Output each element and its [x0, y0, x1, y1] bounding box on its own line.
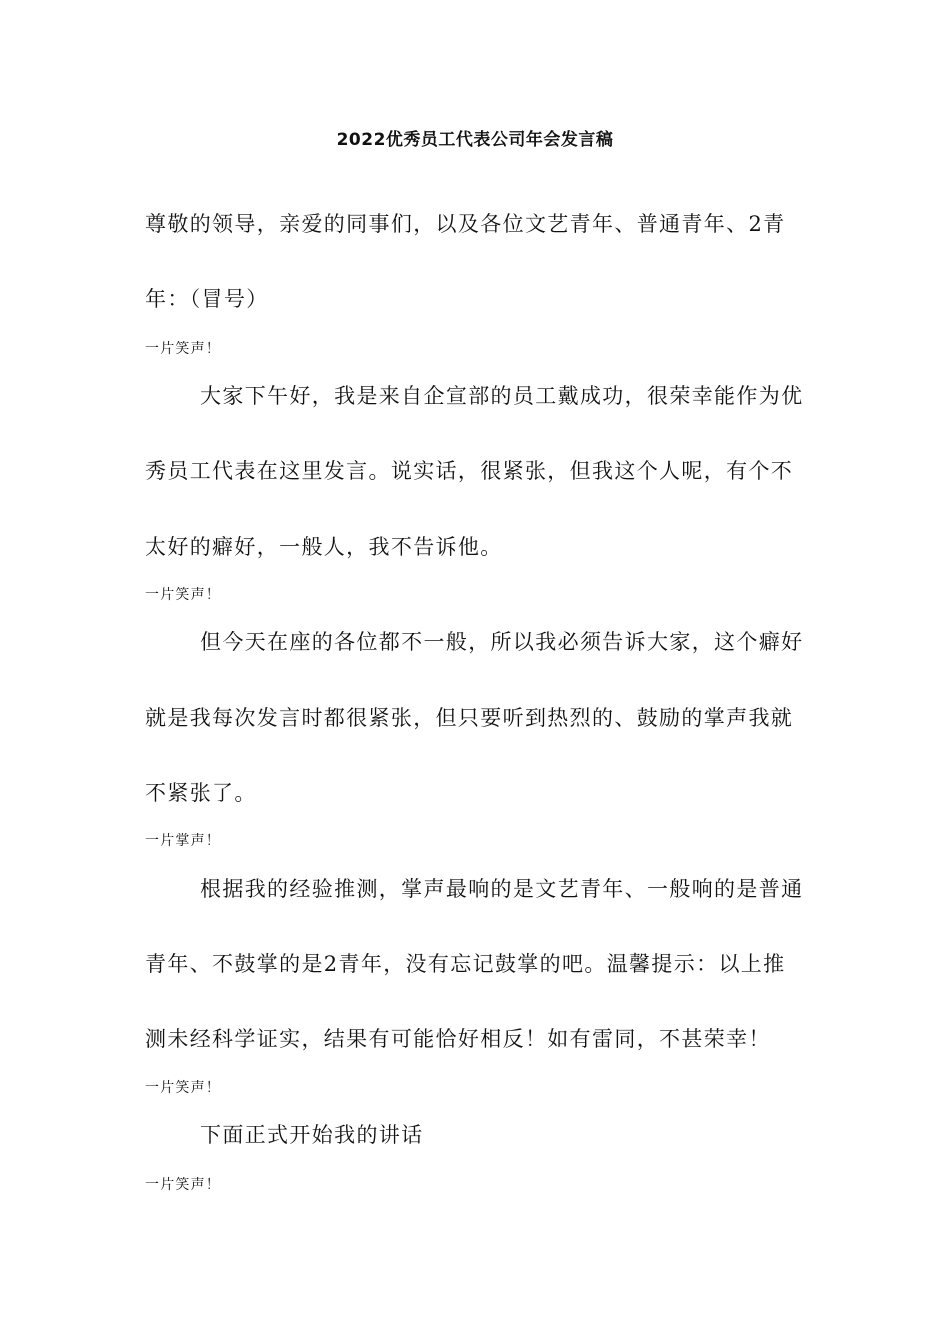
audience-reaction-note: 一片笑声！: [145, 587, 221, 603]
paragraph-line: 秀员工代表在这里发言。说实话，很紧张，但我这个人呢，有个不: [145, 459, 794, 483]
paragraph-line: 下面正式开始我的讲话: [200, 1123, 424, 1147]
audience-reaction-note: 一片掌声！: [145, 833, 221, 849]
paragraph-line: 不紧张了。: [145, 781, 257, 805]
paragraph-line: 太好的癖好，一般人，我不告诉他。: [145, 535, 503, 559]
paragraph-line: 尊敬的领导，亲爱的同事们，以及各位文艺青年、普通青年、2青: [145, 212, 786, 236]
paragraph-line: 年：（冒号）: [145, 287, 269, 311]
audience-reaction-note: 一片笑声！: [145, 1177, 221, 1193]
paragraph-line: 青年、不鼓掌的是2青年，没有忘记鼓掌的吧。温馨提示：以上推: [145, 952, 786, 976]
paragraph-line: 但今天在座的各位都不一般，所以我必须告诉大家，这个癖好: [200, 630, 804, 654]
document-title: 2022优秀员工代表公司年会发言稿: [336, 130, 614, 150]
audience-reaction-note: 一片笑声！: [145, 341, 221, 357]
audience-reaction-note: 一片笑声！: [145, 1080, 221, 1096]
paragraph-line: 大家下午好，我是来自企宣部的员工戴成功，很荣幸能作为优: [200, 384, 804, 408]
paragraph-line: 就是我每次发言时都很紧张，但只要听到热烈的、鼓励的掌声我就: [145, 706, 794, 730]
paragraph-line: 根据我的经验推测，掌声最响的是文艺青年、一般响的是普通: [200, 877, 804, 901]
paragraph-line: 测未经科学证实，结果有可能恰好相反！如有雷同，不甚荣幸！: [145, 1027, 771, 1051]
